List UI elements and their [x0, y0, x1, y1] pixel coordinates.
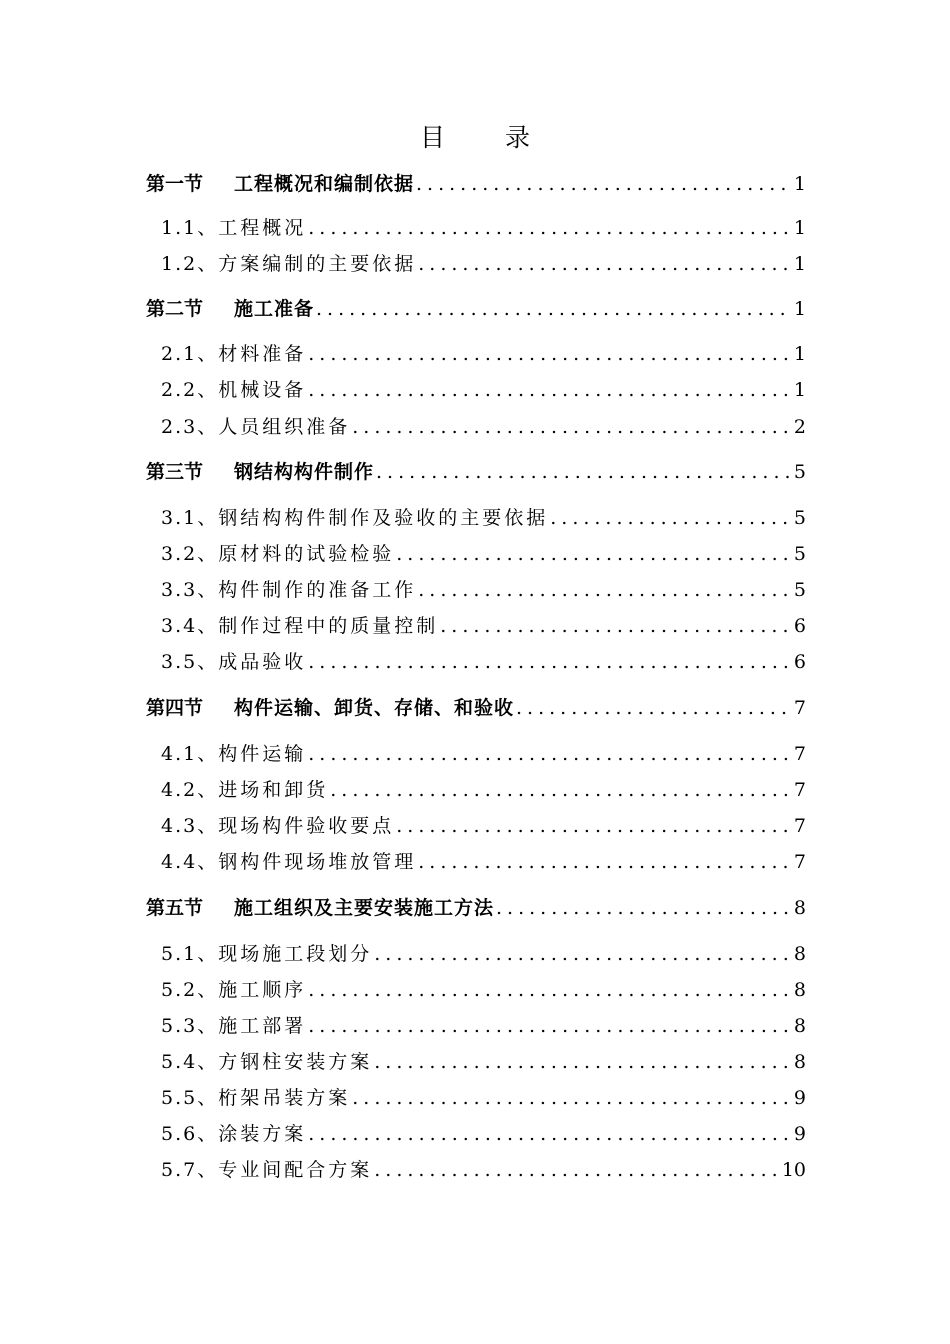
- dot-leader: [352, 1084, 790, 1112]
- toc-entry-number: 2.3、: [161, 416, 219, 438]
- toc-entry-number: 第五节: [146, 897, 204, 919]
- toc-entry-page: 5: [793, 543, 806, 565]
- dot-leader: [308, 1012, 790, 1040]
- toc-item-3-4[interactable]: [161, 612, 806, 640]
- toc-entry-page: 8: [793, 1051, 806, 1073]
- toc-item-1-1[interactable]: [161, 214, 806, 242]
- dot-leader: [418, 848, 790, 876]
- dot-leader: [440, 612, 790, 640]
- dot-leader: [496, 894, 790, 922]
- toc-entry-label: 人员组织准备: [218, 416, 351, 438]
- toc-section-4[interactable]: [146, 694, 806, 722]
- toc-entry-label: 施工顺序: [218, 979, 307, 1001]
- toc-entry-page: 1: [793, 298, 806, 320]
- dot-leader: [374, 1048, 790, 1076]
- dot-leader: [396, 812, 790, 840]
- dot-leader: [418, 250, 790, 278]
- toc-entry-number: 第四节: [146, 697, 204, 719]
- toc-entry-number: 3.2、: [161, 543, 219, 565]
- toc-item-4-4[interactable]: [161, 848, 806, 876]
- dot-leader: [516, 694, 790, 722]
- toc-entry-page: 5: [793, 461, 806, 483]
- dot-leader: [316, 295, 790, 323]
- toc-entry-number: 4.2、: [161, 779, 219, 801]
- toc-item-5-6[interactable]: [161, 1120, 806, 1148]
- toc-entry-label: 涂装方案: [218, 1123, 307, 1145]
- toc-entry-page: 8: [793, 1015, 806, 1037]
- toc-entry-page: 6: [793, 615, 806, 637]
- toc-entry-number: 5.3、: [161, 1015, 219, 1037]
- toc-entry-label: 施工组织及主要安装施工方法: [234, 897, 495, 919]
- toc-entry-number: 5.7、: [161, 1159, 219, 1181]
- toc-entry-number: 5.6、: [161, 1123, 219, 1145]
- toc-item-5-3[interactable]: [161, 1012, 806, 1040]
- toc-section-5[interactable]: [146, 894, 806, 922]
- toc-entry-number: 3.4、: [161, 615, 219, 637]
- dot-leader: [396, 540, 790, 568]
- toc-entry-page: 9: [793, 1123, 806, 1145]
- toc-title: 目 录: [420, 123, 556, 152]
- toc-item-4-1[interactable]: [161, 740, 806, 768]
- toc-entry-number: 第一节: [146, 173, 204, 195]
- toc-entry-page: 7: [793, 697, 806, 719]
- toc-entry-number: 第三节: [146, 461, 204, 483]
- toc-entry-label: 工程概况: [218, 217, 307, 239]
- dot-leader: [308, 376, 790, 404]
- toc-item-2-1[interactable]: [161, 340, 806, 368]
- toc-entry-number: 4.3、: [161, 815, 219, 837]
- toc-entry-page: 10: [781, 1159, 806, 1181]
- toc-entry-number: 2.2、: [161, 379, 219, 401]
- dot-leader: [308, 648, 790, 676]
- toc-entry-label: 材料准备: [218, 343, 307, 365]
- toc-entry-label: 构件运输: [218, 743, 307, 765]
- dot-leader: [418, 576, 790, 604]
- toc-section-2[interactable]: [146, 295, 806, 323]
- toc-item-5-1[interactable]: [161, 940, 806, 968]
- dot-leader: [352, 413, 790, 441]
- toc-entry-label: 成品验收: [218, 651, 307, 673]
- toc-entry-number: 5.4、: [161, 1051, 219, 1073]
- toc-item-3-1[interactable]: [161, 504, 806, 532]
- toc-entry-label: 进场和卸货: [218, 779, 329, 801]
- toc-item-5-4[interactable]: [161, 1048, 806, 1076]
- toc-entry-label: 构件运输、卸货、存储、和验收: [234, 697, 515, 719]
- toc-entry-label: 钢结构构件制作: [234, 461, 375, 483]
- toc-entry-page: 8: [793, 897, 806, 919]
- toc-entry-label: 现场构件验收要点: [218, 815, 395, 837]
- toc-item-5-7[interactable]: [161, 1156, 806, 1184]
- dot-leader: [374, 1156, 778, 1184]
- toc-item-3-5[interactable]: [161, 648, 806, 676]
- toc-entry-label: 施工准备: [234, 298, 315, 320]
- toc-entry-label: 制作过程中的质量控制: [218, 615, 439, 637]
- toc-item-4-3[interactable]: [161, 812, 806, 840]
- toc-entry-number: 1.2、: [161, 253, 219, 275]
- dot-leader: [376, 458, 790, 486]
- toc-entry-label: 机械设备: [218, 379, 307, 401]
- toc-entry-page: 7: [793, 851, 806, 873]
- toc-section-3[interactable]: [146, 458, 806, 486]
- toc-entry-page: 8: [793, 979, 806, 1001]
- toc-entry-page: 7: [793, 779, 806, 801]
- dot-leader: [308, 214, 790, 242]
- toc-entry-page: 5: [793, 507, 806, 529]
- toc-item-5-2[interactable]: [161, 976, 806, 1004]
- toc-section-1[interactable]: [146, 170, 806, 198]
- dot-leader: [416, 170, 790, 198]
- toc-item-3-2[interactable]: [161, 540, 806, 568]
- toc-entry-number: 1.1、: [161, 217, 219, 239]
- dot-leader: [308, 340, 790, 368]
- toc-item-2-3[interactable]: [161, 413, 806, 441]
- toc-item-2-2[interactable]: [161, 376, 806, 404]
- dot-leader: [308, 740, 790, 768]
- toc-entry-label: 施工部署: [218, 1015, 307, 1037]
- toc-entry-label: 构件制作的准备工作: [218, 579, 417, 601]
- toc-entry-label: 方案编制的主要依据: [218, 253, 417, 275]
- toc-entry-label: 钢结构构件制作及验收的主要依据: [218, 507, 549, 529]
- toc-entry-page: 1: [793, 253, 806, 275]
- toc-entry-page: 7: [793, 743, 806, 765]
- toc-item-3-3[interactable]: [161, 576, 806, 604]
- toc-entry-page: 1: [793, 173, 806, 195]
- toc-entry-page: 6: [793, 651, 806, 673]
- toc-entry-label: 钢构件现场堆放管理: [218, 851, 417, 873]
- toc-entry-label: 方钢柱安装方案: [218, 1051, 373, 1073]
- dot-leader: [308, 976, 790, 1004]
- toc-entry-number: 第二节: [146, 298, 204, 320]
- toc-entry-label: 工程概况和编制依据: [234, 173, 415, 195]
- toc-entry-page: 1: [793, 379, 806, 401]
- toc-entry-page: 2: [793, 416, 806, 438]
- dot-leader: [308, 1120, 790, 1148]
- toc-entry-number: 2.1、: [161, 343, 219, 365]
- toc-entry-label: 桁架吊装方案: [218, 1087, 351, 1109]
- dot-leader: [550, 504, 790, 532]
- toc-entry-label: 原材料的试验检验: [218, 543, 395, 565]
- toc-entry-label: 现场施工段划分: [218, 943, 373, 965]
- toc-entry-page: 8: [793, 943, 806, 965]
- toc-entry-page: 1: [793, 217, 806, 239]
- toc-entry-number: 3.1、: [161, 507, 219, 529]
- toc-entry-number: 4.1、: [161, 743, 219, 765]
- toc-entry-number: 4.4、: [161, 851, 219, 873]
- dot-leader: [330, 776, 790, 804]
- toc-entry-number: 3.3、: [161, 579, 219, 601]
- toc-item-5-5[interactable]: [161, 1084, 806, 1112]
- toc-entry-page: 1: [793, 343, 806, 365]
- dot-leader: [374, 940, 790, 968]
- toc-entry-number: 5.5、: [161, 1087, 219, 1109]
- toc-item-1-2[interactable]: [161, 250, 806, 278]
- toc-item-4-2[interactable]: [161, 776, 806, 804]
- toc-entry-page: 7: [793, 815, 806, 837]
- toc-entry-number: 3.5、: [161, 651, 219, 673]
- toc-entry-page: 9: [793, 1087, 806, 1109]
- toc-entry-number: 5.2、: [161, 979, 219, 1001]
- toc-entry-page: 5: [793, 579, 806, 601]
- toc-entry-label: 专业间配合方案: [218, 1159, 373, 1181]
- toc-entry-number: 5.1、: [161, 943, 219, 965]
